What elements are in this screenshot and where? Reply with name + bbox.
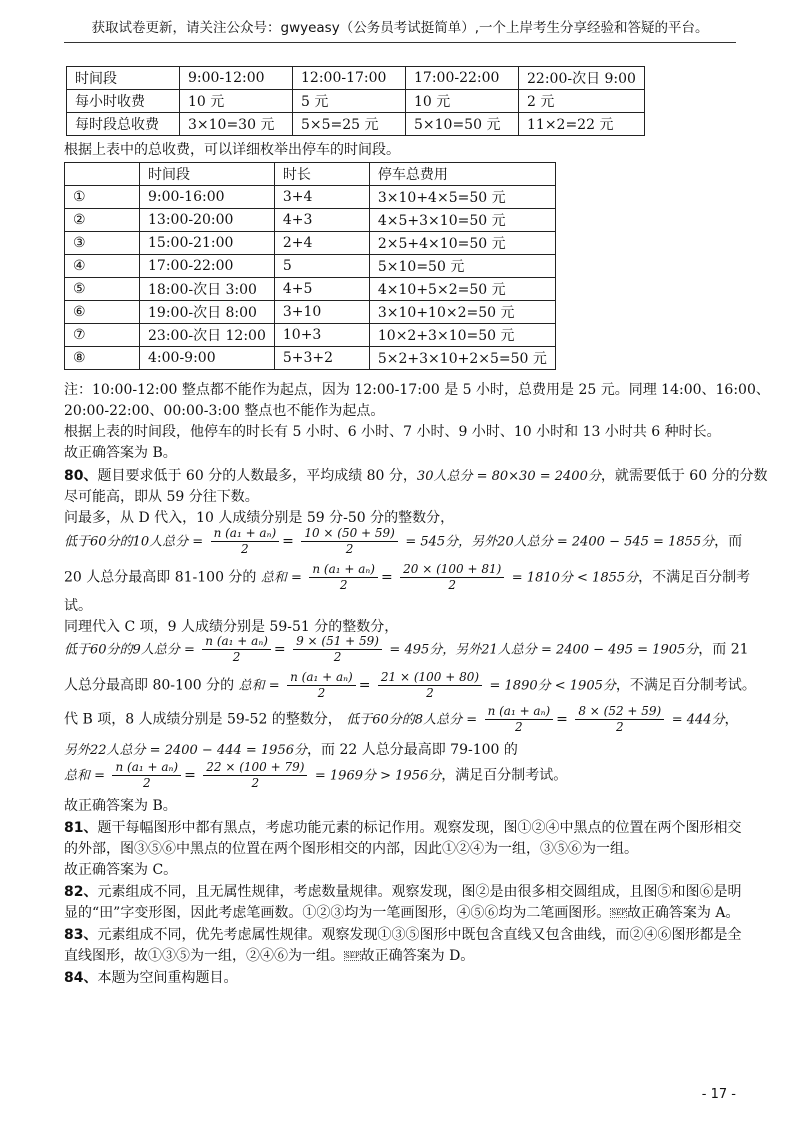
formula-result: = 1890分 < 1905分: [489, 678, 616, 694]
answer-line: 故正确答案为 B。: [64, 445, 177, 461]
formula-result: = 495分: [389, 642, 443, 658]
table-row: [65, 255, 556, 278]
table-cell: 9:00-12:00: [180, 67, 293, 90]
table-cell: 10 元: [406, 90, 519, 113]
formula-result: = 444分: [671, 712, 725, 728]
table-row: [65, 232, 556, 255]
fraction: [575, 704, 664, 735]
note-line-2: 20:00-22:00、00:00-3:00 整点也不能作为起点。: [64, 403, 385, 419]
text: ，满足百分制考试。: [441, 767, 568, 784]
q80-formula-b1: 代 B 项，8 人成绩分别是 59-52 的整数分， 低于60分的8人总分 = $\frac{\text{n (a₁ + aₙ)}}{2}$ = $\frac{8 \times (52 + 59)}{2}$ = 444分，: [64, 704, 739, 734]
table-row: [67, 90, 645, 113]
parking-table: [64, 162, 556, 370]
formula-label: 总和 =: [238, 678, 280, 694]
table-cell: 10+3: [274, 324, 369, 347]
table-cell: 5×5=25 元: [293, 113, 406, 136]
q80-line-b2: [64, 740, 518, 761]
table-cell: ③: [65, 232, 140, 255]
table-cell: 每时段总收费: [67, 113, 180, 136]
q80-formula-d1: 低于60分的10人总分 = $\frac{\text{n (a₁ + aₙ)}}{2}$ = $\frac{10 \times (50 + 59)}{2}$ = 545分，另外20人总分 = 2400 − 545 = 1855分，而: [64, 526, 743, 556]
q80-formula-d2: 20 人总分最高即 81-100 分的 总和 = $\frac{\text{n (a₁ + aₙ)}}{2}$ = $\frac{20 \times (100 + 81)}{2}$ = 1810分 < 1855分，不满足百分制考: [64, 562, 751, 592]
table-cell: ④: [65, 255, 140, 278]
table-cell: 4:00-9:00: [140, 347, 275, 370]
table-cell: 17:00-22:00: [140, 255, 275, 278]
denominator: 2: [339, 578, 348, 592]
q80-line-3: 问最多，从 D 代入，10 人成绩分别是 59 分-50 分的整数分，: [64, 510, 455, 526]
table-cell: 3+10: [274, 301, 369, 324]
text: 本题为空间重构题目。: [97, 970, 238, 986]
fraction: [112, 760, 181, 791]
text: ，而 21: [698, 641, 749, 658]
table-header-row: [65, 163, 556, 186]
table-cell: 每小时收费: [67, 90, 180, 113]
numerator: n (a₁ + aₙ): [211, 526, 280, 542]
denominator: 2: [251, 776, 260, 790]
question-number: 83、: [64, 927, 98, 943]
table-cell: 5: [274, 255, 369, 278]
text: 元素组成不同，且无属性规律，考虑数量规律。观察发现，图②是由很多相交圆组成，且图⑤和图⑥是明: [97, 884, 742, 900]
numerator: 10 × (50 + 59): [301, 526, 398, 542]
fraction: [293, 634, 382, 665]
numerator: n (a₁ + aₙ): [485, 704, 554, 720]
formula-label: 总和 =: [260, 570, 302, 586]
table-cell: 12:00-17:00: [293, 67, 406, 90]
text: ，: [724, 711, 739, 728]
table-cell: 15:00-21:00: [140, 232, 275, 255]
table-header-cell: 时长: [274, 163, 369, 186]
table-cell: ⑥: [65, 301, 140, 324]
fraction: [301, 526, 398, 557]
table-row: [67, 67, 645, 90]
table-row: [65, 278, 556, 301]
table-cell: 4+5: [274, 278, 369, 301]
table-cell: 23:00-次日 12:00: [140, 324, 275, 347]
text: 题目要求低于 60 分的人数最多，平均成绩 80 分，: [97, 468, 417, 484]
table-header-cell: [65, 163, 140, 186]
q82-line-1: [64, 882, 741, 902]
table-cell: 5 元: [293, 90, 406, 113]
text: 直线图形，故①③⑤为一组，②④⑥为一组。: [64, 948, 344, 964]
text: 20 人总分最高即 81-100 分的: [64, 569, 257, 586]
text: 故正确答案为 D。: [360, 948, 475, 964]
q80-line-2: 尽可能高，即从 59 分往下数。: [64, 489, 259, 505]
numerator: 8 × (52 + 59): [575, 704, 664, 720]
text: 代 B 项，8 人成绩分别是 59-52 的整数分，: [64, 711, 342, 728]
text: 题干每幅图形中都有黑点，考虑功能元素的标记作用。观察发现，图①②④中黑点的位置在两个图形相交: [97, 820, 742, 836]
denominator: 2: [615, 720, 624, 734]
table-row: [65, 301, 556, 324]
question-number: 82、: [64, 884, 98, 900]
q81-answer: 故正确答案为 C。: [64, 862, 178, 878]
table-cell: 10×2+3×10=50 元: [369, 324, 555, 347]
table-cell: 4+3: [274, 209, 369, 232]
denominator: 2: [515, 720, 523, 734]
formula: 30人总分 = 80×30 = 2400分: [416, 469, 601, 484]
denominator: 2: [448, 578, 457, 592]
table-row: [65, 186, 556, 209]
q83-line-2: [64, 946, 474, 966]
table-cell: ②: [65, 209, 140, 232]
q80-answer: 故正确答案为 B。: [64, 798, 177, 814]
formula-label: 低于60分的8人总分 =: [346, 712, 478, 728]
question-number: 81、: [64, 820, 98, 836]
table-row: [65, 209, 556, 232]
table-cell: 13:00-20:00: [140, 209, 275, 232]
q82-line-2: [64, 903, 740, 923]
table-cell: ⑦: [65, 324, 140, 347]
numerator: n (a₁ + aₙ): [202, 634, 271, 650]
fraction: [211, 526, 280, 557]
table-row: [67, 113, 645, 136]
numerator: n (a₁ + aₙ): [287, 670, 356, 686]
table-cell: 2×5+4×10=50 元: [369, 232, 555, 255]
formula-label: 低于60分的9人总分 =: [64, 642, 195, 658]
text: ，不满足百分制考: [638, 569, 751, 586]
fraction: [400, 562, 504, 593]
numerator: 21 × (100 + 80): [378, 670, 482, 686]
table-cell: 5×10=50 元: [369, 255, 555, 278]
note-line-1: 注：10:00-12:00 整点都不能作为起点，因为 12:00-17:00 是 5 小时，总费用是 25 元。同理 14:00、16:00、: [64, 382, 770, 398]
table-cell: 3+4: [274, 186, 369, 209]
fraction: [309, 562, 378, 593]
text: 故正确答案为 A。: [626, 905, 740, 921]
denominator: 2: [426, 686, 434, 700]
table-row: [65, 347, 556, 370]
denominator: 2: [333, 650, 342, 664]
fraction: [378, 670, 482, 701]
table-cell: 11×2=22 元: [519, 113, 645, 136]
table-cell: 18:00-次日 3:00: [140, 278, 275, 301]
numerator: n (a₁ + aₙ): [112, 760, 181, 776]
sep-mark: SEP: [611, 909, 626, 917]
formula-result: = 1969分 > 1956分: [314, 768, 442, 784]
sep-mark: SEP: [345, 952, 360, 960]
fraction: [485, 704, 554, 735]
denominator: 2: [142, 776, 151, 790]
table-cell: 4×5+3×10=50 元: [369, 209, 555, 232]
q80-line-d3: 试。: [64, 598, 92, 614]
table-row: [65, 324, 556, 347]
q81-line-2: 的外部，图③⑤⑥中黑点的位置在两个图形相交的内部，因此①②④为一组，③⑤⑥为一组。: [64, 841, 638, 857]
q80-formula-c2: 人总分最高即 80-100 分的 总和 = $\frac{\text{n (a₁ + aₙ)}}{2}$ = $\frac{21 \times (100 + 80)}{2}$ = 1890分 < 1905分，不满足百分制考试。: [64, 670, 756, 700]
text: ，就需要低于 60 分的分数: [600, 468, 768, 484]
table-cell: 4×10+5×2=50 元: [369, 278, 555, 301]
summary-line: 根据上表的时间段，他停车的时长有 5 小时、6 小时、7 小时、9 小时、10 小时和 13 小时共 6 种时长。: [64, 424, 721, 440]
table-cell: 22:00-次日 9:00: [519, 67, 645, 90]
formula-label: 低于60分的10人总分 =: [64, 534, 204, 550]
table-header-cell: 时间段: [140, 163, 275, 186]
text: ，而 22 人总分最高即 79-100 的: [307, 742, 518, 758]
q83-line-1: [64, 925, 741, 945]
text: 元素组成不同，优先考虑属性规律。观察发现①③⑤图形中既包含直线又包含曲线，而②④⑥图形都是全: [97, 927, 742, 943]
denominator: 2: [317, 686, 326, 700]
page-header: 获取试卷更新，请关注公众号：gwyeasy（公务员考试挺简单）,一个上岸考生分享经验和答疑的平台。: [91, 20, 709, 36]
table-cell: 3×10+4×5=50 元: [369, 186, 555, 209]
table-cell: 2 元: [519, 90, 645, 113]
q80-line-1: [64, 466, 768, 487]
text: 显的“田”字变形图，因此考虑笔画数。①②③均为一笔画图形，④⑤⑥均为二笔画图形。: [64, 905, 611, 921]
page-number: - 17 -: [701, 1087, 736, 1102]
intro-text: 根据上表中的总收费，可以详细枚举出停车的时间段。: [64, 142, 400, 158]
table-cell: 2+4: [274, 232, 369, 255]
table-cell: 9:00-16:00: [140, 186, 275, 209]
header-rule: [64, 42, 736, 43]
text: 人总分最高即 80-100 分的: [64, 677, 235, 694]
table-cell: 时间段: [67, 67, 180, 90]
numerator: 9 × (51 + 59): [293, 634, 382, 650]
table-cell: 5×2+3×10+2×5=50 元: [369, 347, 555, 370]
question-number: 84、: [64, 970, 98, 986]
denominator: 2: [345, 542, 354, 556]
q80-formula-b3: 总和 = $\frac{\text{n (a₁ + aₙ)}}{2}$ = $\frac{22 \times (100 + 79)}{2}$ = 1969分 > 1956分，满足百分制考试。: [64, 760, 568, 790]
table-cell: 3×10+10×2=50 元: [369, 301, 555, 324]
text: ，不满足百分制考试。: [615, 677, 756, 694]
table-cell: ⑧: [65, 347, 140, 370]
formula: 另外22人总分 = 2400 − 444 = 1956分: [64, 743, 307, 758]
fee-table: [66, 66, 645, 136]
table-cell: 3×10=30 元: [180, 113, 293, 136]
fraction: [287, 670, 356, 701]
question-number: 80、: [64, 468, 98, 484]
q80-formula-c1: 低于60分的9人总分 = $\frac{\text{n (a₁ + aₙ)}}{2}$ = $\frac{9 \times (51 + 59)}{2}$ = 495分，另外21人总分 = 2400 − 495 = 1905分，而 21: [64, 634, 749, 664]
formula-result: = 545分: [405, 534, 459, 550]
table-cell: ①: [65, 186, 140, 209]
table-header-cell: 停车总费用: [369, 163, 555, 186]
table-cell: 19:00-次日 8:00: [140, 301, 275, 324]
q80-line-c1: 同理代入 C 项，9 人成绩分别是 59-51 分的整数分，: [64, 619, 399, 635]
table-cell: 5+3+2: [274, 347, 369, 370]
fraction: [202, 634, 271, 665]
denominator: 2: [241, 542, 249, 556]
table-cell: 10 元: [180, 90, 293, 113]
numerator: 20 × (100 + 81): [400, 562, 504, 578]
formula: ，另外20人总分 = 2400 − 545 = 1855分: [458, 534, 715, 550]
denominator: 2: [232, 650, 241, 664]
q84-line-1: [64, 968, 237, 988]
formula-label: 总和 =: [64, 768, 106, 784]
fraction: [203, 760, 307, 791]
formula-result: = 1810分 < 1855分: [511, 570, 639, 586]
table-cell: 17:00-22:00: [406, 67, 519, 90]
numerator: 22 × (100 + 79): [203, 760, 307, 776]
formula: ，另外21人总分 = 2400 − 495 = 1905分: [442, 642, 699, 658]
numerator: n (a₁ + aₙ): [309, 562, 378, 578]
q81-line-1: [64, 818, 741, 838]
table-cell: 5×10=50 元: [406, 113, 519, 136]
table-cell: ⑤: [65, 278, 140, 301]
text: ，而: [714, 533, 743, 550]
